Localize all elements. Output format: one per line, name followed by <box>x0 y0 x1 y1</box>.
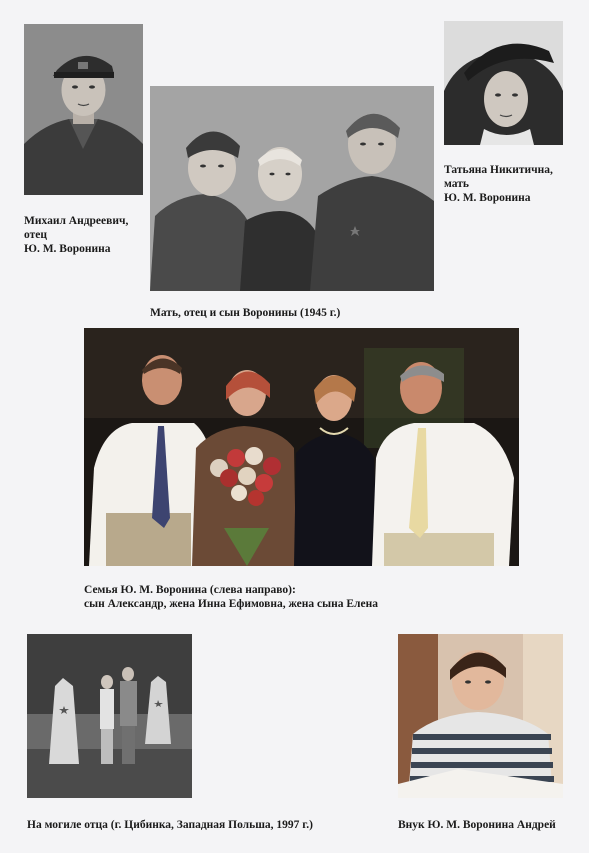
caption-family-modern-line-1: Семья Ю. М. Воронина (слева направо): <box>84 584 296 596</box>
photo-father <box>24 24 143 195</box>
caption-father-line-2: отец <box>24 229 47 241</box>
caption-grandson-text: Внук Ю. М. Воронина Андрей <box>398 819 556 831</box>
caption-mother <box>444 163 553 205</box>
photo-family-modern <box>84 328 519 566</box>
caption-father-line-1: Михаил Андреевич, <box>24 215 129 227</box>
caption-grave-text: На могиле отца (г. Цибинка, Западная Польша, 1997 г.) <box>27 819 313 831</box>
caption-family-modern-line-2: сын Александр, жена Инна Ефимовна, жена сына Елена <box>84 598 378 610</box>
caption-mother-line-2: мать <box>444 178 469 190</box>
caption-family-1945-text: Мать, отец и сын Воронины (1945 г.) <box>150 307 341 319</box>
photo-mother <box>444 21 563 145</box>
photo-grave <box>27 634 192 798</box>
photo-grandson <box>398 634 563 798</box>
caption-family-1945 <box>150 306 340 320</box>
caption-grave <box>27 818 313 832</box>
caption-father <box>24 214 128 256</box>
photo-family-1945 <box>150 86 434 291</box>
caption-father-line-3: Ю. М. Воронина <box>24 243 111 255</box>
caption-family-modern <box>84 583 378 611</box>
caption-mother-line-3: Ю. М. Воронина <box>444 192 531 204</box>
caption-grandson <box>398 818 556 832</box>
caption-mother-line-1: Татьяна Никитична, <box>444 164 553 176</box>
